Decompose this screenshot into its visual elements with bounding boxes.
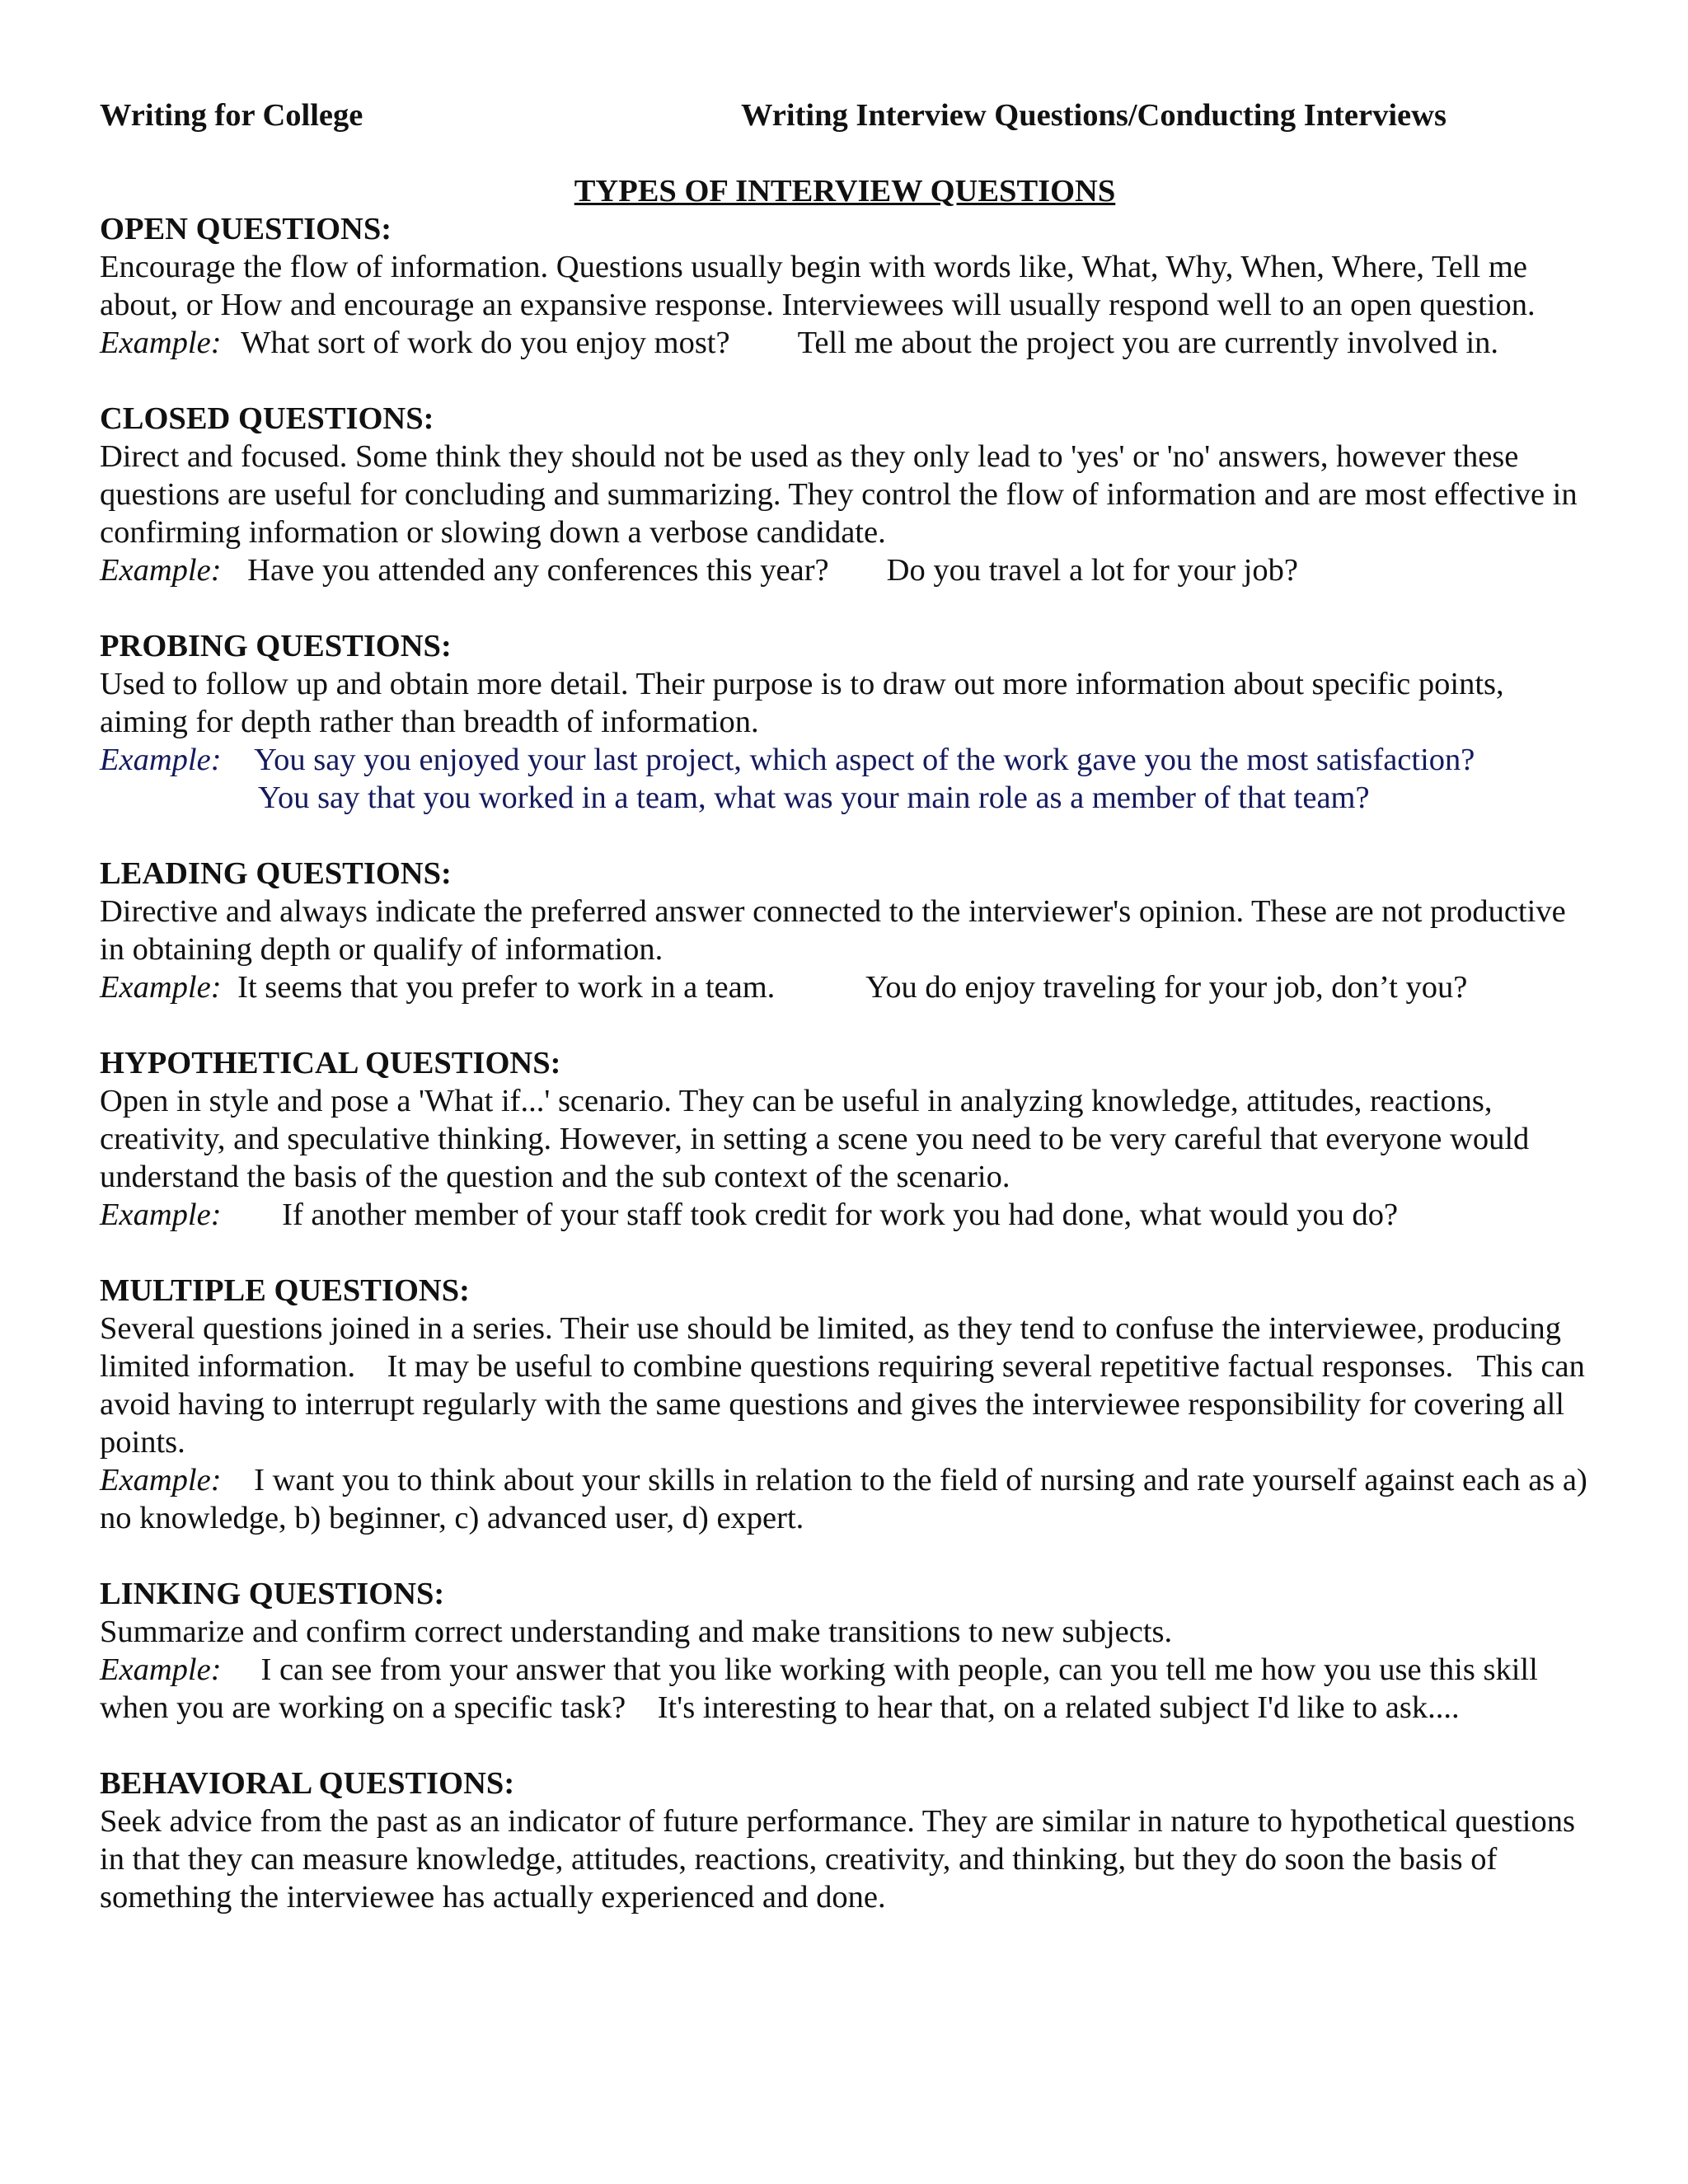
section-heading: LINKING QUESTIONS: xyxy=(100,1577,445,1611)
section-heading: LEADING QUESTIONS: xyxy=(100,856,452,891)
section-description: Several questions joined in a series. Their use should be limited, as they tend to confuse the interviewee, producing limited information. It may be useful to combine questions requiring several repetitive factual responses. This can avoid having to interrupt regularly with the same questions and gives the interviewee responsibility for covering all points. xyxy=(100,1311,1593,1460)
section-heading: BEHAVIORAL QUESTIONS: xyxy=(100,1766,515,1801)
course-title: Writing for College xyxy=(100,98,363,133)
example-text: You say you enjoyed your last project, which aspect of the work gave you the most satisfaction? xyxy=(254,743,1475,777)
example-text: What sort of work do you enjoy most? xyxy=(241,326,730,360)
topic-title: Writing Interview Questions/Conducting Interviews xyxy=(741,98,1447,133)
section-description: Encourage the flow of information. Questions usually begin with words like, What, Why, When, Where, Tell me about, or How and encourage an expansive response. Interviewees will usually respond well to an open question. xyxy=(100,250,1536,322)
example-row xyxy=(100,1461,1592,1537)
example-label: Example: xyxy=(100,1463,222,1497)
section-hypothetical-questions xyxy=(100,1044,1592,1234)
example-row xyxy=(100,324,1592,362)
example-text: Do you travel a lot for your job? xyxy=(886,553,1298,588)
example-row xyxy=(100,741,1592,779)
section-heading: OPEN QUESTIONS: xyxy=(100,212,392,246)
example-text: I want you to think about your skills in relation to the field of nursing and rate yourself against each as a) no knowledge, b) beginner, c) advanced user, d) expert. xyxy=(100,1463,1587,1535)
example-label: Example: xyxy=(100,553,222,588)
section-description: Used to follow up and obtain more detail. Their purpose is to draw out more information about specific points, aiming for depth rather than breadth of information. xyxy=(100,667,1504,739)
example-text: You say that you worked in a team, what was your main role as a member of that team? xyxy=(258,780,1370,815)
section-open-questions xyxy=(100,210,1592,362)
section-probing-questions xyxy=(100,627,1592,817)
example-text: Have you attended any conferences this year? xyxy=(247,553,829,588)
example-row xyxy=(100,551,1592,589)
example-row xyxy=(100,968,1592,1006)
page-header xyxy=(100,96,1592,134)
section-behavioral-questions xyxy=(100,1765,1592,1916)
section-heading: MULTIPLE QUESTIONS: xyxy=(100,1273,470,1308)
example-label: Example: xyxy=(100,743,222,777)
example-text: I can see from your answer that you like working with people, can you tell me how you use this skill when you are working on a specific task? It's interesting to hear that, on a related subject I'd like to ask.... xyxy=(100,1652,1546,1725)
section-description: Seek advice from the past as an indicator of future performance. They are similar in nature to hypothetical questions in that they can measure knowledge, attitudes, reactions, creativity, and thinking, but they do soon the basis of something the interviewee has actually experienced and done. xyxy=(100,1804,1575,1915)
section-description: Direct and focused. Some think they should not be used as they only lead to 'yes' or 'no' answers, however these questions are useful for concluding and summarizing. They control the flow of information and are most effective in confirming information or slowing down a verbose candidate. xyxy=(100,439,1578,550)
section-heading: CLOSED QUESTIONS: xyxy=(100,401,434,436)
example-row xyxy=(100,1196,1592,1234)
section-heading: HYPOTHETICAL QUESTIONS: xyxy=(100,1046,561,1080)
section-description: Summarize and confirm correct understanding and make transitions to new subjects. xyxy=(100,1615,1173,1649)
example-text: You do enjoy traveling for your job, don’t you? xyxy=(865,970,1468,1005)
example-text: If another member of your staff took credit for work you had done, what would you do? xyxy=(282,1197,1399,1232)
section-linking-questions xyxy=(100,1575,1592,1727)
example-row xyxy=(100,1651,1592,1727)
example-text: It seems that you prefer to work in a team. xyxy=(237,970,776,1005)
section-leading-questions xyxy=(100,855,1592,1006)
section-description: Directive and always indicate the preferred answer connected to the interviewer's opinion. These are not productive in obtaining depth or qualify of information. xyxy=(100,894,1566,967)
section-description: Open in style and pose a 'What if...' scenario. They can be useful in analyzing knowledge, attitudes, reactions, creativity, and speculative thinking. However, in setting a scene you need to be very careful that everyone would understand the basis of the question and the sub context of the scenario. xyxy=(100,1084,1530,1194)
section-closed-questions xyxy=(100,400,1592,589)
example-label: Example: xyxy=(100,970,222,1005)
page-title: TYPES OF INTERVIEW QUESTIONS xyxy=(574,174,1116,209)
example-label: Example: xyxy=(100,1652,222,1687)
section-heading: PROBING QUESTIONS: xyxy=(100,629,452,663)
document-page xyxy=(100,96,1592,1916)
section-multiple-questions xyxy=(100,1272,1592,1537)
example-label: Example: xyxy=(100,326,222,360)
example-row xyxy=(100,779,1592,817)
example-label: Example: xyxy=(100,1197,222,1232)
example-text: Tell me about the project you are currently involved in. xyxy=(797,326,1499,360)
